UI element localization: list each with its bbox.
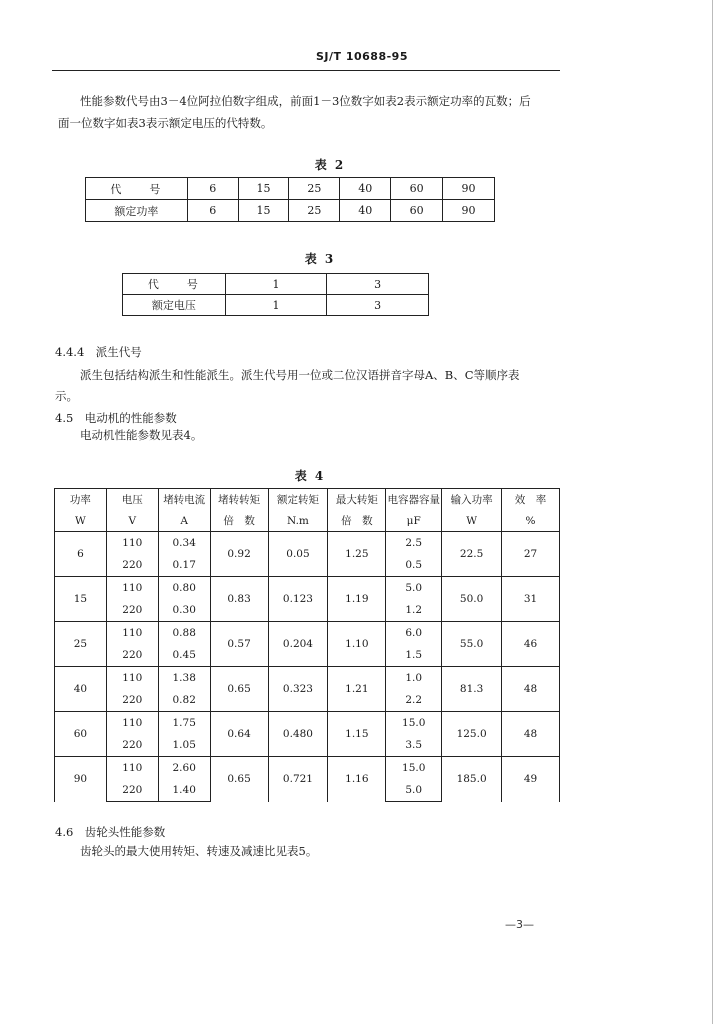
document-code: SJ/T 10688-95	[315, 50, 408, 63]
table2-cell: 40	[340, 178, 391, 200]
table4-unit-row	[55, 510, 560, 532]
table4-voltage: 220	[106, 599, 158, 622]
table4-locked-torque: 0.57	[210, 622, 268, 667]
table4-unit: %	[502, 510, 560, 532]
table2	[85, 177, 495, 222]
table4-input-power: 50.0	[442, 577, 502, 622]
table4-header-efficiency: 效 率	[502, 489, 560, 511]
table4-header-locked-torque: 堵转转矩	[210, 489, 268, 511]
table4-rated-torque: 0.05	[268, 532, 328, 577]
table4-rated-torque: 0.123	[268, 577, 328, 622]
table4-capacitor: 15.0	[386, 757, 442, 780]
table4-unit: μF	[386, 510, 442, 532]
table4-current: 2.60	[158, 757, 210, 780]
table-row	[55, 577, 560, 600]
table4-capacitor: 6.0	[386, 622, 442, 645]
table4-capacitor: 1.2	[386, 599, 442, 622]
table4-unit: N.m	[268, 510, 328, 532]
section-4-5-title: 4.5 电动机的性能参数	[55, 411, 177, 425]
page-edge-line	[712, 0, 713, 1024]
table4-current: 0.17	[158, 554, 210, 577]
table2-cell: 25	[289, 178, 340, 200]
table4-efficiency: 46	[502, 622, 560, 667]
table4-input-power: 185.0	[442, 757, 502, 802]
table4-header-row	[55, 489, 560, 511]
table4-power: 15	[55, 577, 107, 622]
table2-cell: 6	[187, 200, 238, 222]
table4-voltage: 110	[106, 577, 158, 600]
intro-line-1: 性能参数代号由3－4位阿拉伯数字组成，前面1－3位数字如表2表示额定功率的瓦数；后	[80, 94, 531, 108]
table4-max-torque: 1.15	[328, 712, 386, 757]
table3-caption: 表 3	[304, 252, 336, 266]
section-4-4-4-title: 4.4.4 派生代号	[55, 345, 142, 359]
table4-max-torque: 1.25	[328, 532, 386, 577]
table-row	[55, 622, 560, 645]
table3-cell: 1	[225, 295, 327, 316]
table4-current: 1.05	[158, 734, 210, 757]
table4-header-locked-current: 堵转电流	[158, 489, 210, 511]
table3	[122, 273, 429, 316]
table2-cell: 40	[340, 200, 391, 222]
section-4-6-title: 4.6 齿轮头性能参数	[55, 825, 166, 839]
table-row	[55, 532, 560, 555]
table4-current: 0.30	[158, 599, 210, 622]
table4	[54, 488, 560, 802]
table4-max-torque: 1.21	[328, 667, 386, 712]
table2-cell: 90	[443, 178, 495, 200]
table2-cell: 15	[238, 178, 289, 200]
table4-efficiency: 27	[502, 532, 560, 577]
table4-rated-torque: 0.480	[268, 712, 328, 757]
page-number: —3—	[505, 918, 534, 931]
table4-efficiency: 48	[502, 667, 560, 712]
table2-row-code	[86, 178, 495, 200]
table4-voltage: 220	[106, 779, 158, 802]
table4-current: 0.80	[158, 577, 210, 600]
table4-current: 0.82	[158, 689, 210, 712]
table2-cell: 60	[391, 200, 443, 222]
table4-locked-torque: 0.65	[210, 757, 268, 802]
table4-capacitor: 3.5	[386, 734, 442, 757]
table4-header-voltage: 电压	[106, 489, 158, 511]
table4-caption: 表 4	[294, 469, 326, 483]
table3-cell: 3	[327, 274, 429, 295]
table4-unit: W	[55, 510, 107, 532]
table4-locked-torque: 0.92	[210, 532, 268, 577]
table4-voltage: 110	[106, 622, 158, 645]
table4-capacitor: 0.5	[386, 554, 442, 577]
table2-cell: 25	[289, 200, 340, 222]
table4-input-power: 81.3	[442, 667, 502, 712]
table4-voltage: 220	[106, 734, 158, 757]
table4-voltage: 220	[106, 644, 158, 667]
table4-capacitor: 2.2	[386, 689, 442, 712]
table4-current: 0.34	[158, 532, 210, 555]
table4-voltage: 110	[106, 667, 158, 690]
table4-unit: 倍 数	[328, 510, 386, 532]
table2-cell: 90	[443, 200, 495, 222]
table4-header-rated-torque: 额定转矩	[268, 489, 328, 511]
table3-cell: 3	[327, 295, 429, 316]
table4-header-input-power: 输入功率	[442, 489, 502, 511]
table-row	[55, 667, 560, 690]
table4-unit: W	[442, 510, 502, 532]
table3-label: 代 号	[123, 274, 226, 295]
table4-max-torque: 1.19	[328, 577, 386, 622]
table3-label: 额定电压	[123, 295, 226, 316]
table4-current: 1.38	[158, 667, 210, 690]
table4-header-power: 功率	[55, 489, 107, 511]
table4-max-torque: 1.10	[328, 622, 386, 667]
section-4-4-4-line-1: 派生包括结构派生和性能派生。派生代号用一位或二位汉语拼音字母A、B、C等顺序表	[80, 368, 520, 382]
table4-current: 1.40	[158, 779, 210, 802]
table2-cell: 15	[238, 200, 289, 222]
table4-capacitor: 1.0	[386, 667, 442, 690]
table4-power: 90	[55, 757, 107, 802]
intro-line-2: 面一位数字如表3表示额定电压的代特数。	[58, 116, 273, 130]
table4-efficiency: 31	[502, 577, 560, 622]
table4-header-capacitor: 电容器容量	[386, 489, 442, 511]
table4-current: 0.45	[158, 644, 210, 667]
table4-header-max-torque: 最大转矩	[328, 489, 386, 511]
table4-input-power: 22.5	[442, 532, 502, 577]
table4-voltage: 110	[106, 757, 158, 780]
table4-power: 60	[55, 712, 107, 757]
table4-capacitor: 15.0	[386, 712, 442, 735]
table4-locked-torque: 0.83	[210, 577, 268, 622]
table-row	[55, 712, 560, 735]
table2-caption: 表 2	[314, 158, 346, 172]
table4-efficiency: 48	[502, 712, 560, 757]
table2-label: 代 号	[86, 178, 188, 200]
header-rule	[52, 70, 560, 71]
section-4-4-4-line-2: 示。	[55, 389, 78, 403]
table4-max-torque: 1.16	[328, 757, 386, 802]
table3-cell: 1	[225, 274, 327, 295]
table4-locked-torque: 0.65	[210, 667, 268, 712]
table4-rated-torque: 0.323	[268, 667, 328, 712]
table-row	[55, 757, 560, 780]
table4-voltage: 220	[106, 689, 158, 712]
table4-capacitor: 2.5	[386, 532, 442, 555]
table3-row-voltage	[123, 295, 429, 316]
table4-unit: A	[158, 510, 210, 532]
table4-input-power: 125.0	[442, 712, 502, 757]
table4-rated-torque: 0.204	[268, 622, 328, 667]
table4-capacitor: 5.0	[386, 577, 442, 600]
table2-label: 额定功率	[86, 200, 188, 222]
table4-locked-torque: 0.64	[210, 712, 268, 757]
table4-voltage: 220	[106, 554, 158, 577]
section-4-5-text: 电动机性能参数见表4。	[80, 428, 203, 442]
table4-rated-torque: 0.721	[268, 757, 328, 802]
table4-power: 6	[55, 532, 107, 577]
table4-efficiency: 49	[502, 757, 560, 802]
table4-power: 40	[55, 667, 107, 712]
table4-capacitor: 5.0	[386, 779, 442, 802]
table2-cell: 60	[391, 178, 443, 200]
table2-cell: 6	[187, 178, 238, 200]
table4-unit: 倍 数	[210, 510, 268, 532]
table4-input-power: 55.0	[442, 622, 502, 667]
section-4-6-text: 齿轮头的最大使用转矩、转速及减速比见表5。	[80, 844, 318, 858]
table2-row-power	[86, 200, 495, 222]
table3-row-code	[123, 274, 429, 295]
table4-voltage: 110	[106, 532, 158, 555]
table4-voltage: 110	[106, 712, 158, 735]
table4-unit: V	[106, 510, 158, 532]
table4-capacitor: 1.5	[386, 644, 442, 667]
table4-current: 1.75	[158, 712, 210, 735]
table4-current: 0.88	[158, 622, 210, 645]
table4-power: 25	[55, 622, 107, 667]
